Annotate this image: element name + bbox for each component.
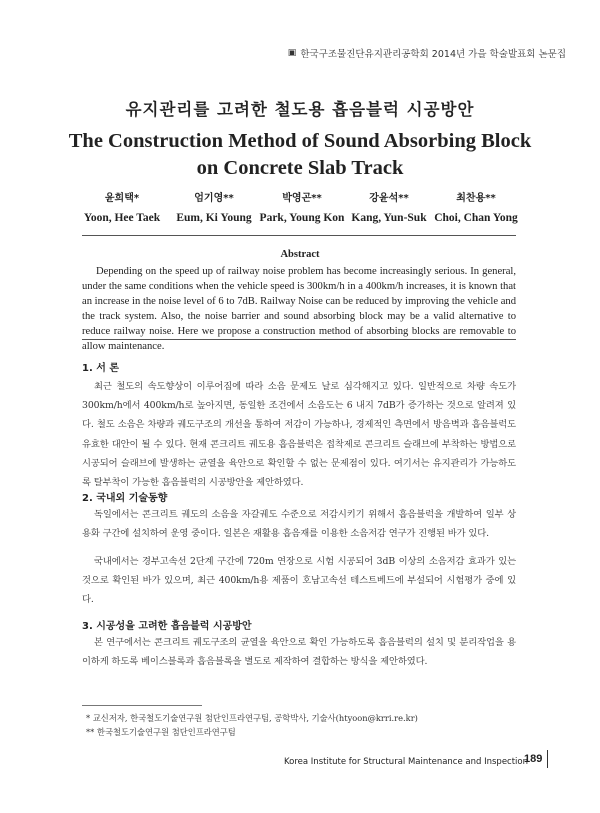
author-name-english: Choi, Chan Yong <box>434 212 518 224</box>
body-paragraph: 최근 철도의 속도향상이 이루어짐에 따라 소음 문제도 날로 심각해지고 있다. 일반적으로 차량 속도가 300km/h에서 400km/h로 높아지면, 동일한 조건에서 소음도는 6 내지 7dB가 증가하는 것으로 알려져 있다. 철도 소음은 차량과 궤도구조의 개선을 통하여 저감이 가능하나, 경제적인 측면에서 방음벽과 흡음블럭도 유효한 대안이 될 수 있다. 현재 콘크리트 궤도용 흡음블럭은 접착제로 콘크리트 슬래브에 부착하는 방법으로 시공되어 슬래브에 발생하는 균열을 육안으로 확인할 수 없는 문제점이 있다. 여기서는 유지관리가 가능하도록 탈부착이 가능한 흡음블럭의 시공방안을 제안하였다. <box>82 381 516 489</box>
section-heading-introduction: 1. 서 론 <box>82 363 120 374</box>
section-heading-technology-trends: 2. 국내외 기술동향 <box>82 493 168 504</box>
author-name-english: Eum, Ki Young <box>176 212 252 224</box>
english-title-line2: on Concrete Slab Track <box>196 157 404 179</box>
footer-organization: Korea Institute for Structural Maintenance and Inspection <box>284 757 528 767</box>
footer-divider <box>547 750 548 768</box>
body-paragraph: 독일에서는 콘크리트 궤도의 소음을 자갈궤도 수준으로 저감시키기 위해서 흡음블럭을 개발하여 일부 상용화 구간에 설치하여 운영 중이다. 일본은 재활용 흡음재를 이용한 소음저감 연구가 진행된 바가 있다. <box>82 509 516 540</box>
author-name-english: Kang, Yun-Suk <box>351 212 427 224</box>
footnote-divider <box>82 705 202 706</box>
author <box>432 189 520 224</box>
body-paragraph: 본 연구에서는 콘크리트 궤도구조의 균열을 육안으로 확인 가능하도록 흡음블럭의 설치 및 분리작업을 용이하게 하도록 베이스블록과 흡음블록을 별도로 제작하여 결합하는 방식을 제안하였다. <box>82 637 516 668</box>
section-heading-construction-method: 3. 시공성을 고려한 흡음블럭 시공방안 <box>82 621 252 632</box>
page-number: 189 <box>524 753 543 765</box>
english-title-line1: The Construction Method of Sound Absorbing Block <box>68 130 532 152</box>
author-name-english: Park, Young Kon <box>259 212 345 224</box>
footnote-affiliation: ** 한국철도기술연구원 첨단인프라연구팀 <box>86 727 236 737</box>
body-paragraph: 국내에서는 경부고속선 2단계 구간에 720m 연장으로 시험 시공되어 3dB 이상의 소음저감 효과가 있는 것으로 확인된 바가 있으며, 최근 400km/h용 제품이 호남고속선 테스트베드에 부설되어 시험평가 중에 있다. <box>82 556 516 606</box>
bullet-square-icon: ▣ <box>287 48 297 58</box>
abstract-heading: Abstract <box>280 249 320 260</box>
author <box>347 189 431 224</box>
abstract-text: Depending on the speed up of railway noise problem has become increasingly serious. In general, under the same conditions when the vehicle speed is 300km/h in a 400km/h increases, it is known that an increase in the noise level of 6 to 7dB. Railway Noise can be reduced by improving the vehicle and the track system. Also, the noise barrier and sound absorbing block may be a valid alternative to reduce railway noise. Here we propose a construction method of absorbing blocks are removable to allow maintenance. <box>82 266 516 352</box>
author-name-korean: 윤희택* <box>104 193 140 204</box>
author-name-english: Yoon, Hee Taek <box>83 212 161 224</box>
author-name-korean: 엄기영** <box>194 193 234 204</box>
author <box>172 189 256 224</box>
abstract-divider <box>82 339 516 340</box>
header-text: 한국구조물진단유지관리공학회 2014년 가을 학술발표회 논문집 <box>300 49 566 60</box>
title-divider <box>82 235 516 236</box>
author-name-korean: 박영곤** <box>282 193 322 204</box>
english-title <box>0 128 600 182</box>
author-name-korean: 최찬용** <box>456 193 496 204</box>
author <box>257 189 347 224</box>
running-header <box>288 46 566 60</box>
korean-title: 유지관리를 고려한 철도용 흡음블럭 시공방안 <box>125 100 475 119</box>
author-name-korean: 강윤석** <box>369 193 409 204</box>
author <box>80 189 164 224</box>
footnote-corresponding-author: * 교신저자, 한국철도기술연구원 첨단인프라연구팀, 공학박사, 기술사(htyoon@krri.re.kr) <box>86 713 418 723</box>
